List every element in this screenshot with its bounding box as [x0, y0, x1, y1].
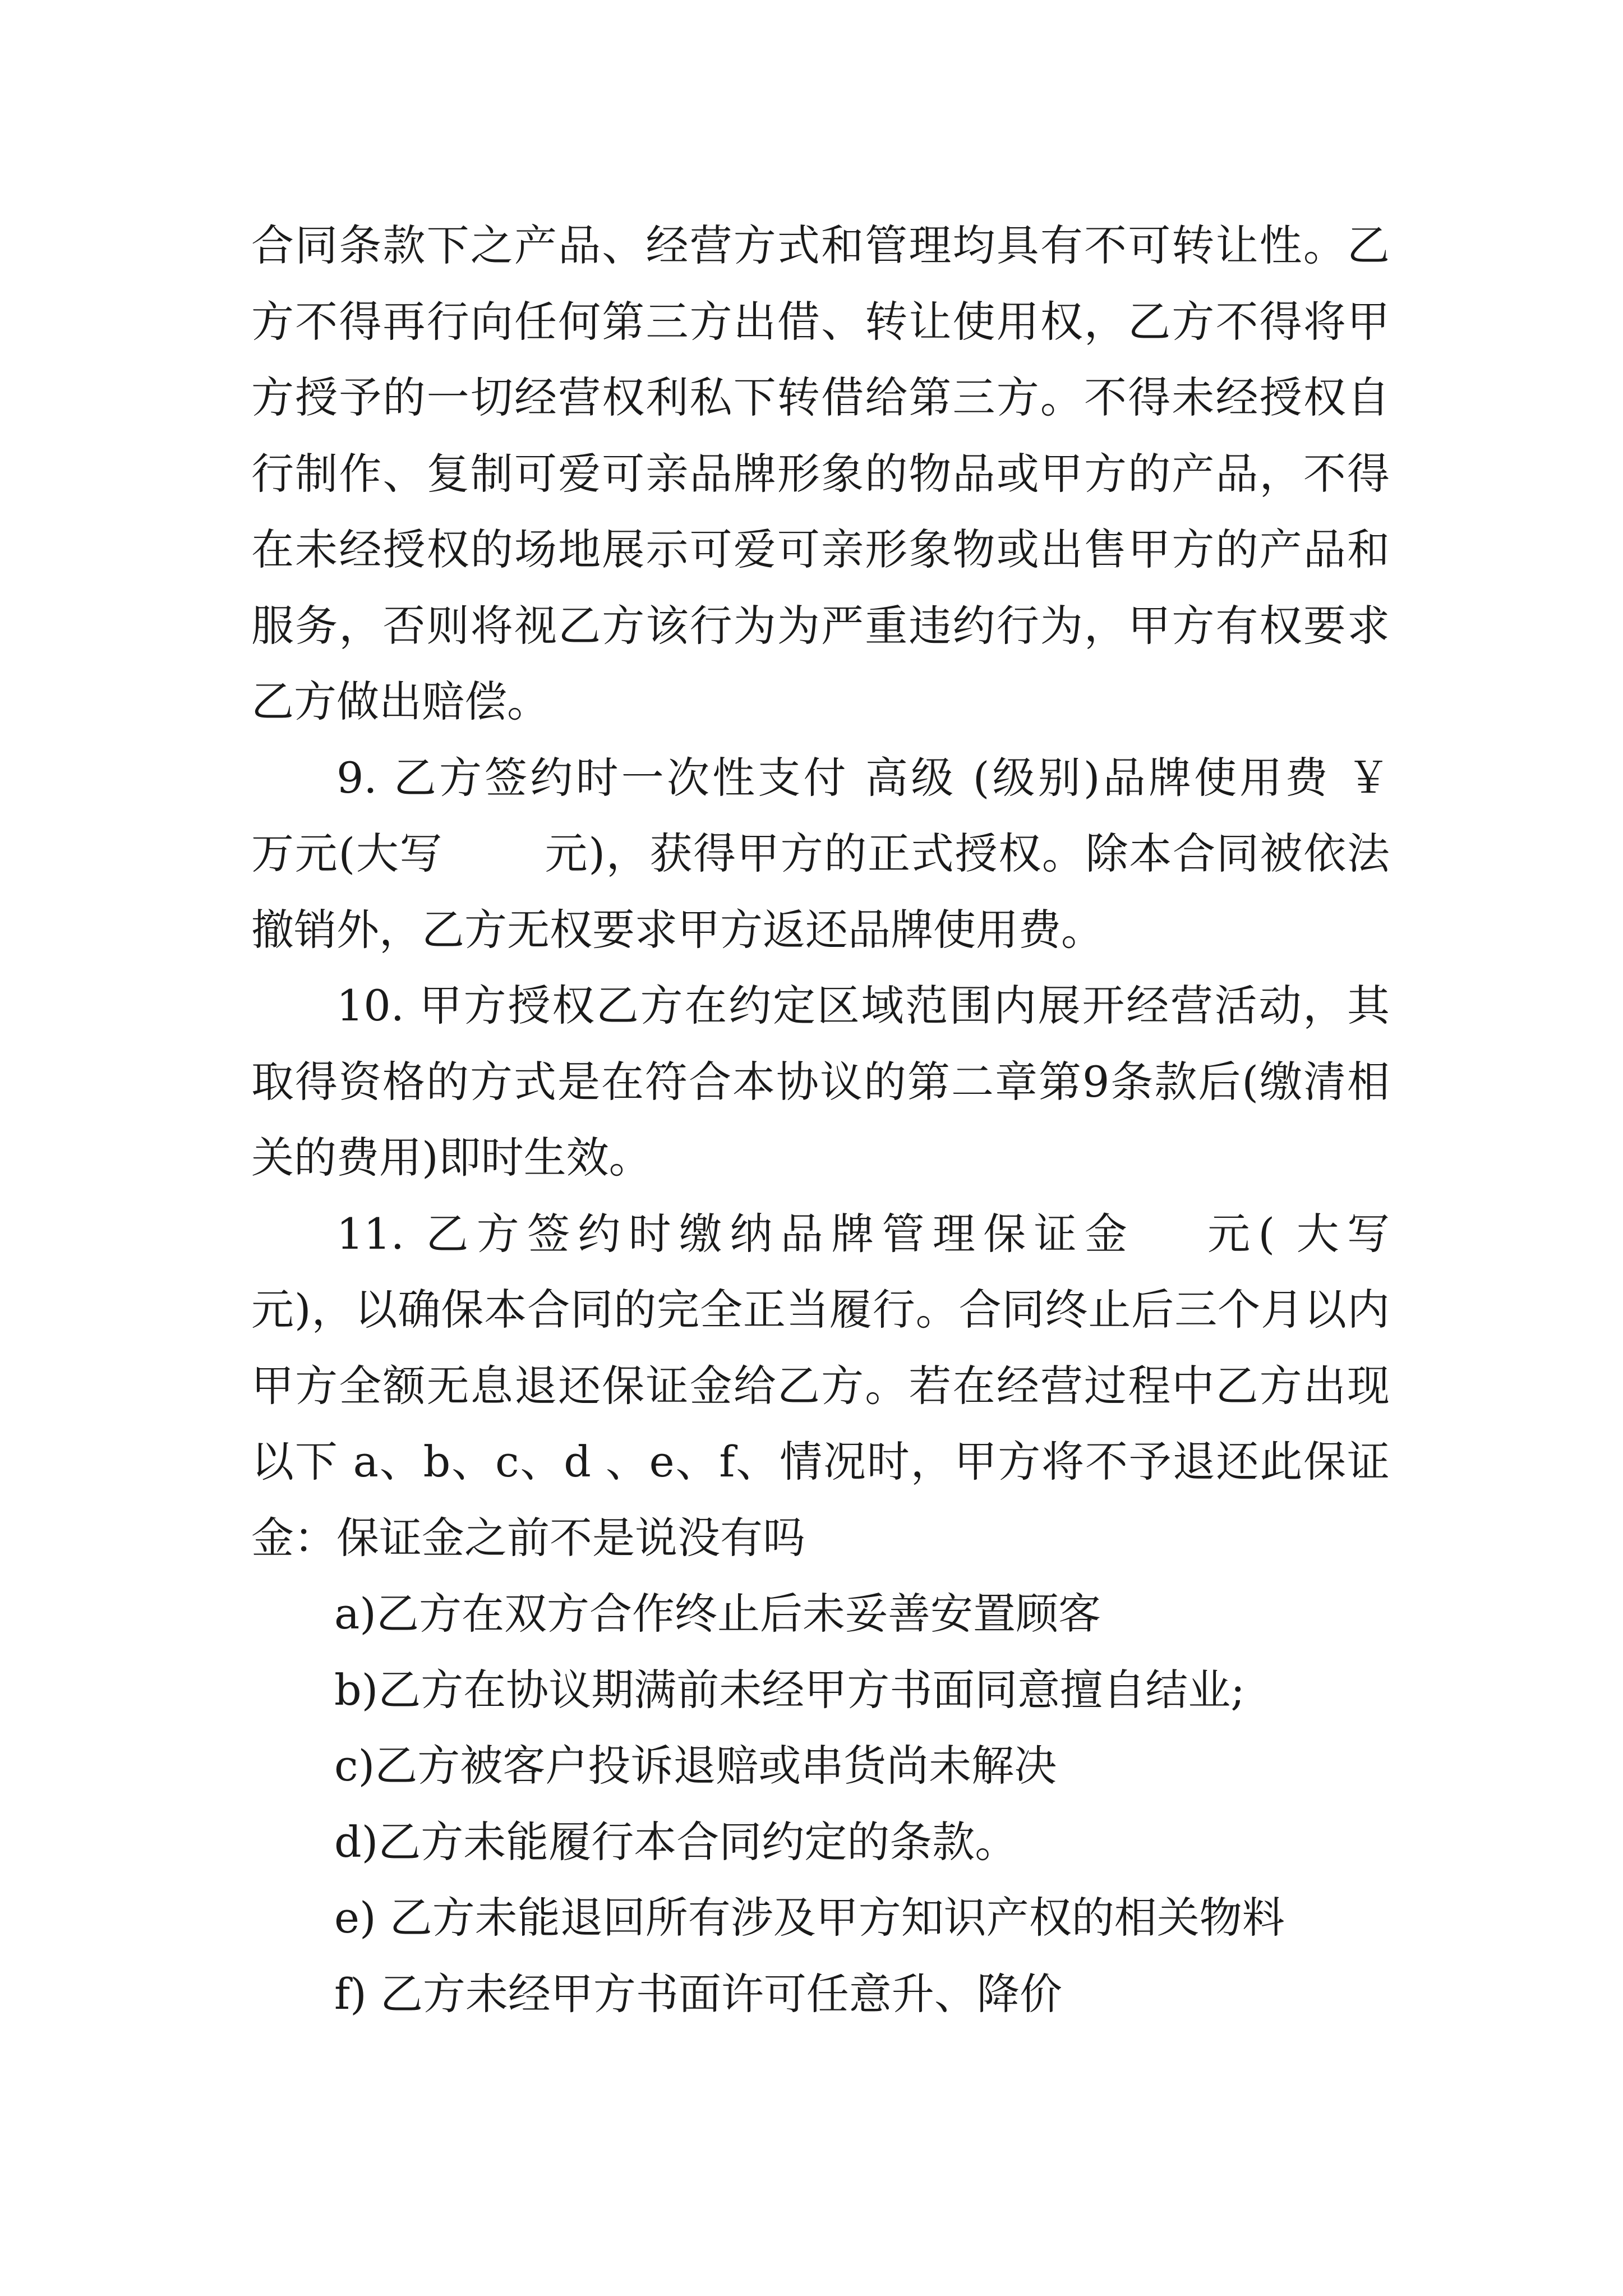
list-item-b: b)乙方在协议期满前未经甲方书面同意擅自结业;	[334, 1664, 1245, 1715]
paragraph-clause-9: 9. 乙方签约时一次性支付 高级 (级别)品牌使用费 ￥ 万元(大写 元)，获得甲方的正式授权。除本合同被依法撤销外，乙方无权要求甲方返还品牌使用费。	[251, 752, 1446, 955]
list-item-c: c)乙方被客户投诉退赔或串货尚未解决	[334, 1741, 1057, 1791]
paragraph-clause-10: 10. 甲方授权乙方在约定区域范围内展开经营活动，其取得资格的方式是在符合本协议的第二章第9条款后(缴清相关的费用)即时生效。	[251, 981, 1390, 1182]
paragraph-transfer-clause: 合同条款下之产品、经营方式和管理均具有不可转让性。乙方不得再行向任何第三方出借、转让使用权，乙方不得将甲方授予的一切经营权利私下转借给第三方。不得未经授权自行制作、复制可爱可亲品牌形象的物品或甲方的产品，不得在未经授权的场地展示可爱可亲形象物或出售甲方的产品和服务，否则将视乙方该行为为严重违约行为，甲方有权要求乙方做出赔偿。	[251, 220, 1390, 726]
paragraph-clause-11: 11. 乙方签约时缴纳品牌管理保证金 元( 大写 元)，以确保本合同的完全正当履行。合同终止后三个月以内甲方全额无息退还保证金给乙方。若在经营过程中乙方出现以下 a、b、c、d 、e、f、情况时，甲方将不予退还此保证金：保证金之前不是说没有吗	[251, 1208, 1489, 1563]
contract-body	[251, 208, 1489, 2032]
list-item-a: a)乙方在双方合作终止后未妥善安置顾客	[334, 1589, 1101, 1639]
list-item-d: d)乙方未能履行本合同约定的条款。	[334, 1816, 1018, 1867]
list-item-f: f) 乙方未经甲方书面许可任意升、降价	[334, 1968, 1062, 2019]
list-item-e: e) 乙方未能退回所有涉及甲方知识产权的相关物料	[334, 1893, 1285, 1943]
